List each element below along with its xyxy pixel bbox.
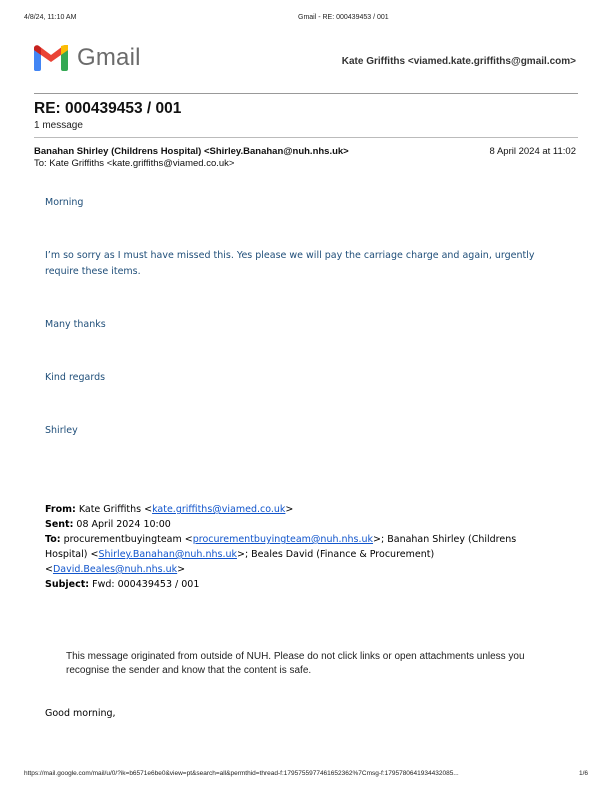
fwd-to-email2-link[interactable]: Shirley.Banahan@nuh.nhs.uk	[98, 549, 237, 560]
body-line-signature: Shirley	[45, 425, 78, 436]
account-identity: Kate Griffiths <viamed.kate.griffiths@gmail.com>	[341, 56, 576, 67]
message-to: To: Kate Griffiths <kate.griffiths@viamed.co.uk>	[34, 158, 235, 169]
fwd-to-part3: >; Beales David (Finance & Procurement) <	[45, 549, 435, 575]
body-line-greeting: Morning	[45, 197, 84, 208]
fwd-from-email-link[interactable]: kate.griffiths@viamed.co.uk	[152, 504, 286, 515]
fwd-from-line	[45, 502, 555, 517]
fwd-subject-value: Fwd: 000439453 / 001	[92, 579, 200, 590]
fwd-to-part1: procurementbuyingteam <	[63, 534, 193, 545]
body-line-thanks: Many thanks	[45, 319, 106, 330]
gmail-wordmark: Gmail	[77, 44, 141, 71]
print-page-number: 1/6	[578, 770, 588, 777]
message-count: 1 message	[34, 120, 83, 131]
message-from: Banahan Shirley (Childrens Hospital) <Shirley.Banahan@nuh.nhs.uk>	[34, 146, 349, 157]
forwarded-header	[45, 502, 555, 592]
fwd-subject-label: Subject:	[45, 579, 90, 590]
print-datetime: 4/8/24, 11:10 AM	[24, 14, 77, 21]
fwd-sent-label: Sent:	[45, 519, 74, 530]
message-date: 8 April 2024 at 11:02	[489, 146, 576, 157]
fwd-sent-value: 08 April 2024 10:00	[76, 519, 171, 530]
fwd-to-email1-link[interactable]: procurementbuyingteam@nuh.nhs.uk	[192, 534, 374, 545]
external-sender-warning: This message originated from outside of NUH. Please do not click links or open attachments unless you recognise the sender and know that the content is safe.	[66, 651, 525, 676]
fwd-to-part2: >; Banahan Shirley (Childrens Hospital) <	[45, 534, 517, 560]
gmail-logo-icon	[34, 45, 68, 71]
fwd-greeting: Good morning,	[45, 708, 116, 719]
fwd-to-email3-link[interactable]: David.Beales@nuh.nhs.uk	[52, 564, 178, 575]
header-divider	[34, 93, 578, 94]
gmail-logo[interactable]	[34, 44, 141, 72]
fwd-from-close: >	[285, 504, 294, 515]
subject-divider	[34, 137, 578, 138]
print-page-title: Gmail - RE: 000439453 / 001	[298, 14, 389, 21]
fwd-from-label: From:	[45, 504, 76, 515]
fwd-subject-line	[45, 577, 555, 592]
fwd-sent-line	[45, 517, 555, 532]
fwd-to-line	[45, 532, 555, 577]
thread-subject: RE: 000439453 / 001	[34, 100, 182, 117]
fwd-to-label: To:	[45, 534, 61, 545]
body-line-main: I’m so sorry as I must have missed this. Yes please we will pay the carriage charge and again, urgently require these items.	[45, 250, 535, 277]
fwd-to-part4: >	[177, 564, 186, 575]
body-line-regards: Kind regards	[45, 372, 106, 383]
fwd-from-name: Kate Griffiths <	[78, 504, 153, 515]
print-footer-url: https://mail.google.com/mail/u/0/?ik=b6571e6be0&view=pt&search=all&permthid=thread-f:1795755977461652362%7Cmsg-f:1795780641934432085...	[24, 770, 459, 777]
